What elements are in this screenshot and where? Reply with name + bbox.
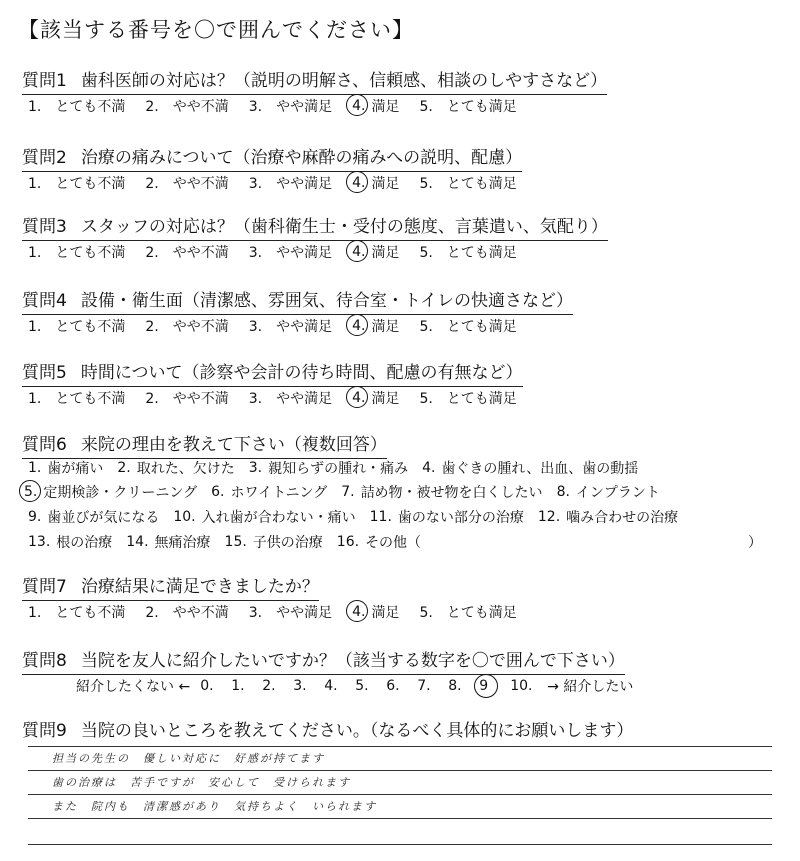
instruction-header: 【該当する番号を〇で囲んでください】 <box>18 18 414 42</box>
option-3[interactable]: 3. やや満足 <box>248 391 333 407</box>
scale-value[interactable]: 3. <box>293 678 307 694</box>
reason-label: 歯ぐきの腫れ、出血、歯の動揺 <box>441 461 639 477</box>
reason-label: インプラント <box>575 485 660 501</box>
reason-option[interactable] <box>28 458 103 478</box>
scale-value[interactable]: 0. <box>200 678 214 694</box>
reason-label: 歯のない部分の治療 <box>397 510 524 526</box>
option-3[interactable]: 3. やや満足 <box>248 605 333 621</box>
reason-option[interactable] <box>538 507 678 527</box>
handwritten-answer: 担当の先生の 優しい対応に 好感が持てます <box>52 752 325 765</box>
question-title <box>22 143 522 172</box>
options-row <box>28 602 537 622</box>
reason-number: 4. <box>422 460 436 476</box>
reason-number: 7. <box>341 484 355 500</box>
reason-option[interactable] <box>173 507 355 527</box>
option-5[interactable]: 5. とても満足 <box>419 99 517 115</box>
option-4[interactable] <box>352 316 399 336</box>
scale-value[interactable]: 10. <box>510 678 533 694</box>
option-number: 4. <box>352 604 366 620</box>
option-label: 満足 <box>371 176 400 192</box>
option-5[interactable]: 5. とても満足 <box>419 176 517 192</box>
reason-label: 詰め物・被せ物を白くしたい <box>360 485 543 501</box>
reason-number: 1. <box>28 460 42 476</box>
option-label: 満足 <box>371 391 400 407</box>
option-3[interactable]: 3. やや満足 <box>248 176 333 192</box>
scale-value[interactable]: 4. <box>324 678 338 694</box>
question-number: 質問2 <box>22 148 67 168</box>
option-4[interactable] <box>352 242 399 262</box>
option-5[interactable]: 5. とても満足 <box>419 245 517 261</box>
reason-number: 14. <box>126 534 149 550</box>
question-number: 質問8 <box>22 651 67 671</box>
options-row <box>28 96 537 116</box>
option-2[interactable]: 2. やや不満 <box>145 391 229 407</box>
reason-label: 根の治療 <box>56 535 113 551</box>
option-3[interactable]: 3. やや満足 <box>248 245 333 261</box>
option-3[interactable]: 3. やや満足 <box>248 99 333 115</box>
option-label: 満足 <box>371 99 400 115</box>
reason-label: 歯が痛い <box>47 461 104 477</box>
reason-number: 6. <box>211 484 225 500</box>
reason-option[interactable] <box>225 532 323 552</box>
option-2[interactable]: 2. やや不満 <box>145 319 229 335</box>
reason-number: 13. <box>28 534 51 550</box>
option-number: 4. <box>352 175 366 191</box>
option-4[interactable] <box>352 602 399 622</box>
scale-value[interactable]: 9 <box>479 678 510 694</box>
option-2[interactable]: 2. やや不満 <box>145 605 229 621</box>
reason-option[interactable] <box>28 532 112 552</box>
scale-value[interactable]: 8. <box>448 678 462 694</box>
option-1[interactable]: 1. とても不満 <box>28 99 126 115</box>
option-3[interactable]: 3. やや満足 <box>248 319 333 335</box>
reason-number: 5. <box>24 484 38 500</box>
handwritten-answer: 歯の治療は 苦手ですが 安心して 受けられます <box>52 776 351 789</box>
option-number: 4. <box>352 318 366 334</box>
option-1[interactable]: 1. とても不満 <box>28 245 126 261</box>
option-label: 満足 <box>371 605 400 621</box>
question-title <box>22 212 608 241</box>
question-number: 質問5 <box>22 363 67 383</box>
reason-number: 8. <box>556 484 570 500</box>
question-text: スタッフの対応は？（歯科衛生士・受付の態度、言葉遣い、気配り） <box>80 217 608 237</box>
reason-row <box>28 507 692 527</box>
option-2[interactable]: 2. やや不満 <box>145 176 229 192</box>
reason-number: 3. <box>248 460 263 476</box>
question-title <box>22 716 633 744</box>
comment-line <box>28 818 772 819</box>
scale-value[interactable]: 1. <box>231 678 245 694</box>
option-label: 満足 <box>371 319 400 335</box>
reason-number: 10. <box>173 509 196 525</box>
option-4[interactable] <box>352 96 399 116</box>
handwritten-answer: また 院内も 清潔感があり 気持ちよく いられます <box>52 800 377 813</box>
question-number: 質問9 <box>22 721 67 741</box>
question-text: 来院の理由を教えて下さい（複数回答） <box>80 435 387 455</box>
question-text: 当院を友人に紹介したいですか？（該当する数字を〇で囲んで下さい） <box>80 651 625 671</box>
reason-label: 親知らずの腫れ・痛み <box>268 461 409 477</box>
reason-option[interactable] <box>337 532 421 552</box>
reason-label: その他（ <box>365 535 422 551</box>
reason-row <box>24 482 674 502</box>
reason-option[interactable] <box>24 482 197 502</box>
question-number: 質問1 <box>22 71 67 91</box>
option-2[interactable]: 2. やや不満 <box>145 99 229 115</box>
reason-row <box>28 532 435 552</box>
scale-left-label: 紹介したくない ← <box>76 679 191 695</box>
question-title <box>22 66 607 95</box>
options-row <box>28 173 537 193</box>
option-1[interactable]: 1. とても不満 <box>28 176 126 192</box>
question-text: 時間について（診察や会計の待ち時間、配慮の有無など） <box>80 363 523 383</box>
reason-number: 15. <box>224 534 247 550</box>
comment-line <box>28 770 772 771</box>
question-title <box>22 286 573 315</box>
reason-option[interactable] <box>370 507 524 527</box>
reason-number: 12. <box>537 509 561 525</box>
reason-option[interactable] <box>422 458 638 478</box>
reason-option[interactable] <box>557 482 660 502</box>
reason-label: 噛み合わせの治療 <box>566 510 679 526</box>
scale-right-label: → 紹介したい <box>547 679 634 695</box>
question-title <box>22 430 387 459</box>
reason-option[interactable] <box>341 482 542 502</box>
option-5[interactable]: 5. とても満足 <box>419 605 517 621</box>
comment-line <box>28 844 772 845</box>
option-5[interactable]: 5. とても満足 <box>419 391 517 407</box>
options-row <box>28 316 537 336</box>
option-1[interactable]: 1. とても不満 <box>28 605 126 621</box>
option-4[interactable] <box>352 388 399 408</box>
reason-number: 9. <box>28 509 42 525</box>
question-text: 当院の良いところを教えてください。（なるべく具体的にお願いします） <box>80 721 634 741</box>
reason-option[interactable] <box>249 458 408 478</box>
reason-number: 2. <box>117 460 131 476</box>
reason-label: 無痛治療 <box>154 535 211 551</box>
question-text: 治療の痛みについて（治療や麻酔の痛みへの説明、配慮） <box>80 148 523 168</box>
reason-number: 11. <box>369 509 392 525</box>
reason-label: 取れた、欠けた <box>136 461 235 477</box>
question-number: 質問4 <box>22 291 67 311</box>
question-title <box>22 358 523 387</box>
question-text: 設備・衛生面（清潔感、雰囲気、待合室・トイレの快適さなど） <box>80 291 573 311</box>
option-number: 4. <box>352 98 366 114</box>
comment-line <box>28 794 772 795</box>
scale-value[interactable]: 5. <box>355 678 369 694</box>
reason-option[interactable] <box>126 532 210 552</box>
options-row <box>28 242 537 262</box>
option-number: 4. <box>352 390 366 406</box>
reason-option[interactable] <box>117 458 234 478</box>
scale-value[interactable]: 6. <box>386 678 400 694</box>
reason-label: 定期検診・クリーニング <box>43 485 198 501</box>
reason-label: 入れ歯が合わない・痛い <box>201 510 356 526</box>
option-label: 満足 <box>371 245 400 261</box>
options-row <box>28 388 537 408</box>
reason-option[interactable] <box>211 482 327 502</box>
option-1[interactable]: 1. とても不満 <box>28 319 126 335</box>
reason-option[interactable] <box>28 507 159 527</box>
question-title <box>22 572 319 601</box>
question-number: 質問3 <box>22 217 67 237</box>
question-text: 治療結果に満足できましたか？ <box>80 577 319 597</box>
scale-value[interactable]: 7. <box>417 678 431 694</box>
option-2[interactable]: 2. やや不満 <box>145 245 229 261</box>
comment-line <box>28 746 772 747</box>
reason-label: ホワイトニング <box>230 485 328 501</box>
other-close-paren: ） <box>748 535 762 551</box>
reason-number: 16. <box>336 534 360 550</box>
option-4[interactable] <box>352 173 399 193</box>
question-number: 質問6 <box>22 435 67 455</box>
reason-label: 歯並びが気になる <box>47 510 160 526</box>
reason-row <box>28 458 652 478</box>
option-1[interactable]: 1. とても不満 <box>28 391 126 407</box>
recommend-scale <box>76 676 643 696</box>
option-5[interactable]: 5. とても満足 <box>419 319 517 335</box>
reason-label: 子供の治療 <box>252 535 323 551</box>
scale-value[interactable]: 2. <box>262 678 276 694</box>
question-text: 歯科医師の対応は？（説明の明解さ、信頼感、相談のしやすさなど） <box>80 71 608 91</box>
option-number: 4. <box>352 244 366 260</box>
question-number: 質問7 <box>22 577 67 597</box>
question-title <box>22 646 625 675</box>
